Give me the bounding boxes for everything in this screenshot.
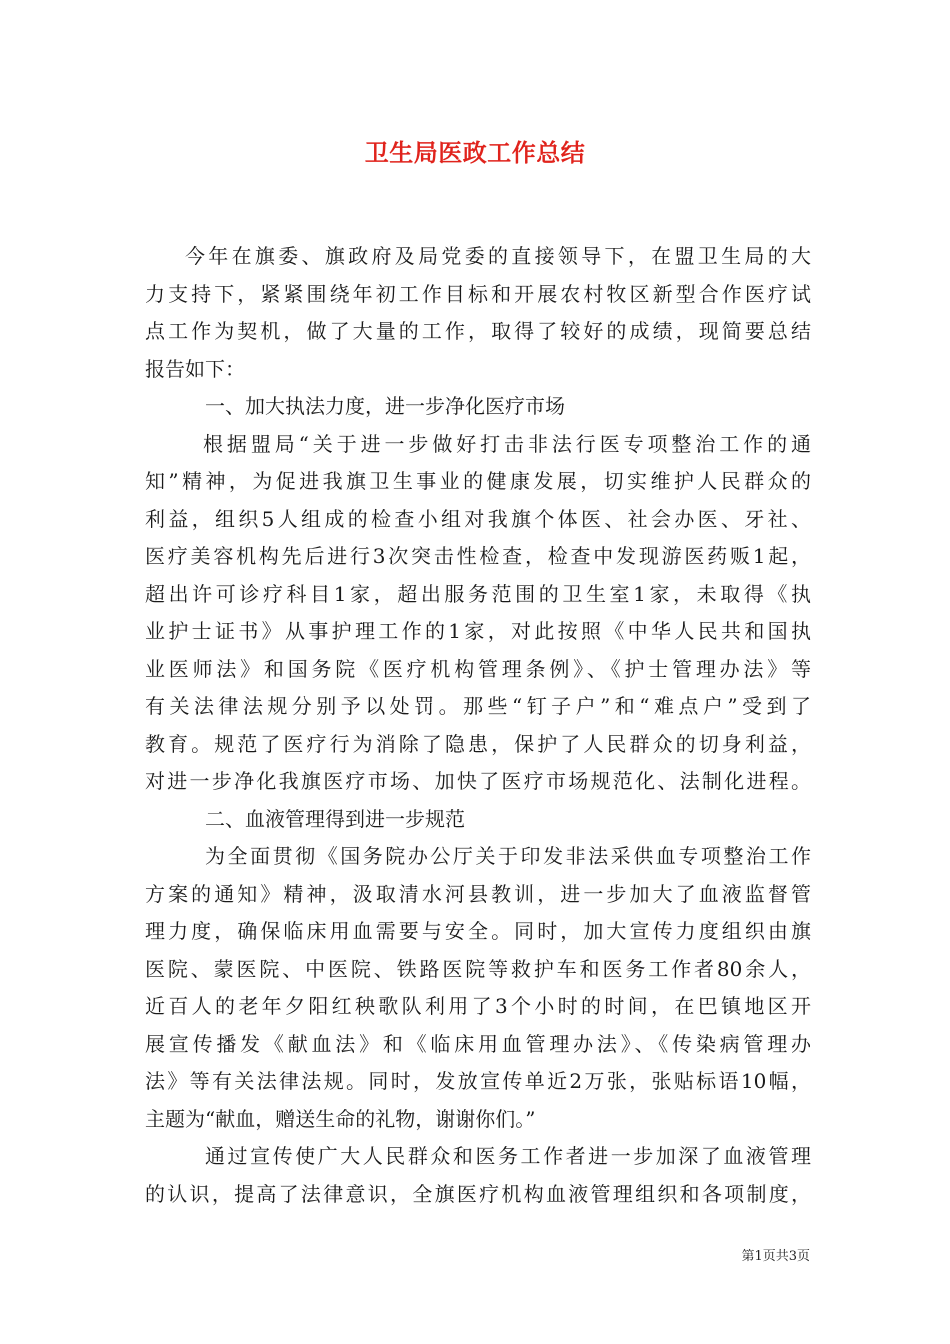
body-line: 的认识，提高了法律意识，全旗医疗机构血液管理组织和各项制度， [145, 1181, 811, 1206]
body-line: 根据盟局“关于进一步做好打击非法行医专项整治工作的通 [203, 431, 811, 456]
body-line: 业护士证书》从事护理工作的1家，对此按照《中华人民共和国执 [145, 619, 811, 643]
body-line: 超出许可诊疗科目1家，超出服务范围的卫生室1家，未取得《执 [145, 581, 811, 606]
body-line: 理力度，确保临床用血需要与安全。同时，加大宣传力度组织由旗 [145, 919, 811, 943]
body-line: 展宣传播发《献血法》和《临床用血管理办法》、《传染病管理办 [145, 1031, 811, 1056]
body-line: 医疗美容机构先后进行3次突击性检查，检查中发现游医药贩1起， [145, 544, 811, 568]
body-line: 业医师法》和国务院《医疗机构管理条例》、《护士管理办法》等 [145, 656, 811, 681]
body-line: 近百人的老年夕阳红秧歌队利用了3个小时的时间，在巴镇地区开 [145, 994, 811, 1018]
body-line: 方案的通知》精神，汲取清水河县教训，进一步加大了血液监督管 [145, 881, 811, 906]
page-number: 第1页共3页 [741, 1249, 810, 1264]
body-line: 对进一步净化我旗医疗市场、加快了医疗市场规范化、法制化进程。 [145, 769, 811, 793]
body-line: 法》等有关法律法规。同时，发放宣传单近2万张，张贴标语10幅， [145, 1069, 811, 1093]
body-line: 主题为“献血，赠送生命的礼物，谢谢你们。” [145, 1106, 536, 1131]
body-line: 通过宣传使广大人民群众和医务工作者进一步加深了血液管理 [205, 1144, 811, 1168]
body-line: 今年在旗委、旗政府及局党委的直接领导下，在盟卫生局的大 [185, 244, 811, 268]
document-body [145, 238, 811, 1213]
section-heading: 二、血液管理得到进一步规范 [205, 806, 465, 831]
section-heading: 一、加大执法力度，进一步净化医疗市场 [205, 394, 565, 418]
body-line: 报告如下： [145, 356, 245, 381]
body-line: 教育。规范了医疗行为消除了隐患，保护了人民群众的切身利益， [145, 731, 811, 756]
body-line: 点工作为契机，做了大量的工作，取得了较好的成绩，现简要总结 [145, 319, 811, 343]
body-line: 知”精神，为促进我旗卫生事业的健康发展，切实维护人民群众的 [145, 469, 811, 493]
body-line: 医院、蒙医院、中医院、铁路医院等救护车和医务工作者80余人， [145, 956, 811, 981]
body-line: 利益，组织5人组成的检查小组对我旗个体医、社会办医、牙社、 [145, 506, 811, 531]
body-line: 为全面贯彻《国务院办公厅关于印发非法采供血专项整治工作 [205, 844, 811, 868]
body-line: 力支持下，紧紧围绕年初工作目标和开展农村牧区新型合作医疗试 [145, 281, 811, 306]
body-line: 有关法律法规分别予以处罚。那些“钉子户”和“难点户”受到了 [145, 694, 811, 718]
document-title: 卫生局医政工作总结 [364, 138, 586, 167]
